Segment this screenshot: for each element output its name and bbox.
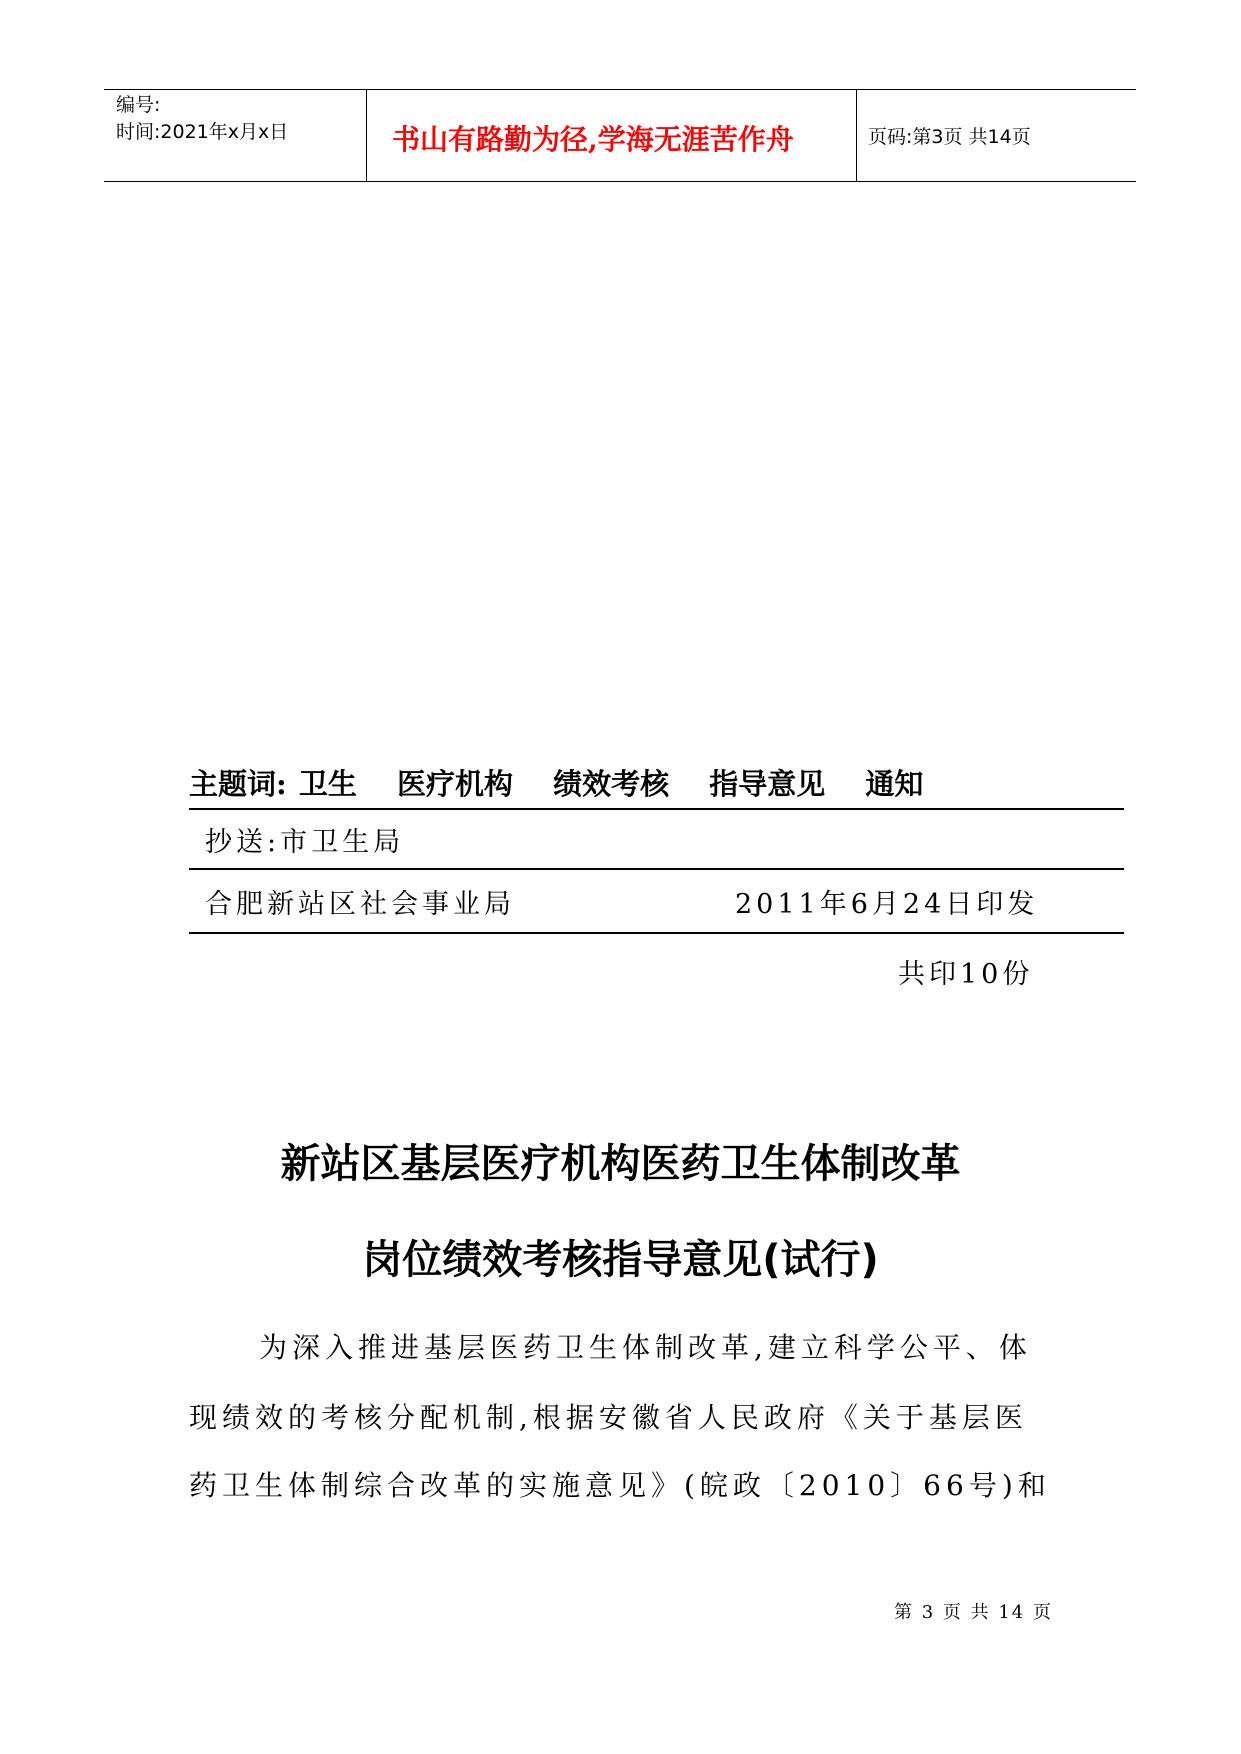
document-title-line-2: 岗位绩效考核指导意见(试行)	[362, 1237, 879, 1283]
subject-keyword: 卫生	[298, 767, 357, 801]
rule-1	[189, 808, 1124, 810]
header-divider-right	[856, 90, 857, 182]
body-line-3: 药卫生体制综合改革的实施意见》(皖政〔2010〕66号)和	[189, 1469, 1051, 1502]
body-line-2: 现绩效的考核分配机制,根据安徽省人民政府《关于基层医	[189, 1401, 1028, 1434]
subject-keyword: 指导意见	[709, 767, 826, 801]
header-page-number: 页码:第3页 共14页	[868, 126, 1031, 148]
header-time: 时间:2021年x月x日	[116, 121, 289, 143]
header-motto: 书山有路勤为径,学海无涯苦作舟	[392, 123, 794, 156]
cc-line: 抄送:市卫生局	[205, 827, 405, 858]
header-top-border	[104, 89, 1136, 90]
body-line-1: 为深入推进基层医药卫生体制改革,建立科学公平、体	[259, 1331, 1032, 1364]
header-divider-left	[366, 90, 367, 182]
subject-label: 主题词:	[189, 767, 287, 801]
subject-keyword: 通知	[865, 767, 924, 801]
rule-3	[189, 932, 1124, 934]
header-serial: 编号:	[116, 94, 161, 116]
subject-keyword: 绩效考核	[553, 767, 670, 801]
document-title-line-1: 新站区基层医疗机构医药卫生体制改革	[280, 1141, 961, 1187]
subject-keywords	[189, 762, 953, 803]
rule-2	[189, 868, 1124, 870]
issuer: 合肥新站区社会事业局	[205, 889, 515, 920]
subject-keyword: 医疗机构	[396, 767, 513, 801]
issue-date: 2011年6月24日印发	[735, 889, 1039, 920]
copies: 共印10份	[898, 959, 1034, 990]
header-bottom-border	[104, 181, 1136, 182]
footer-page-number: 第 3 页 共 14 页	[894, 1602, 1053, 1623]
